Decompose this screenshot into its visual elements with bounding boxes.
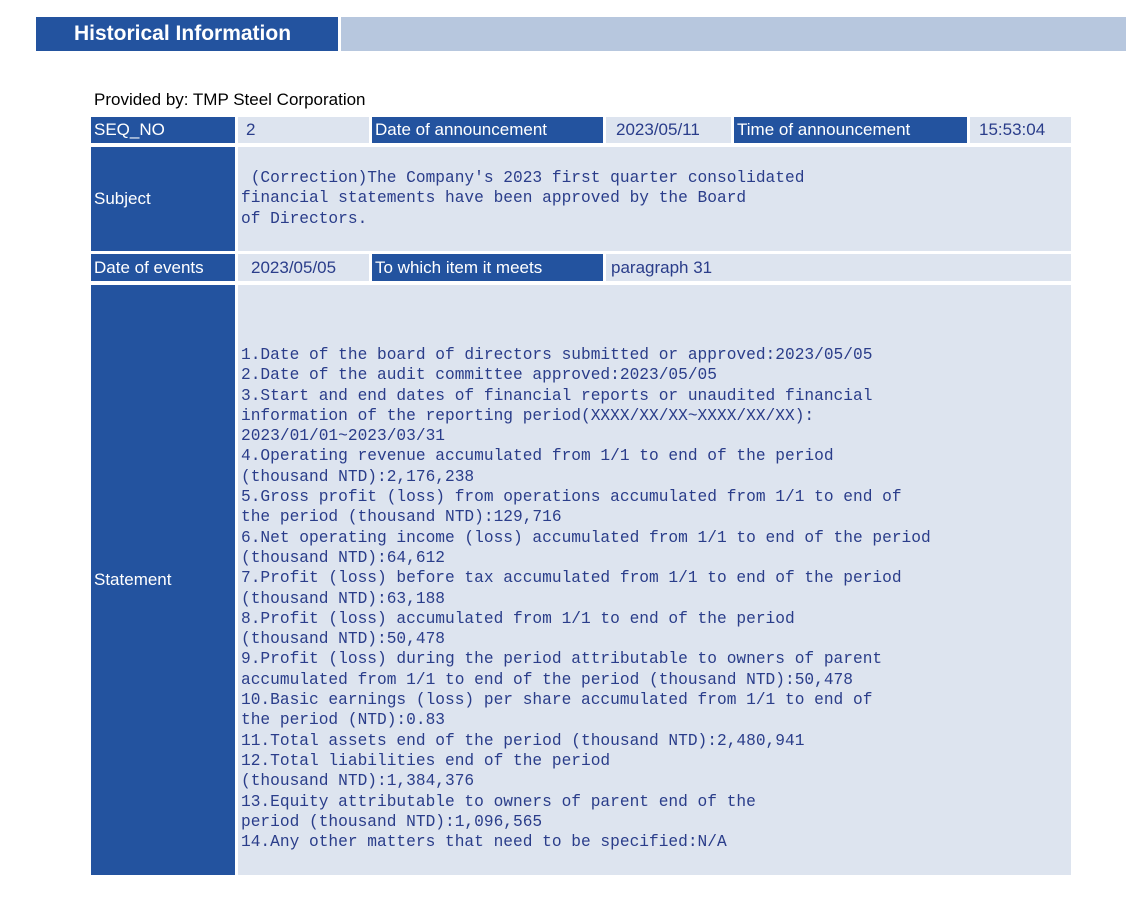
item-value: paragraph 31 <box>606 254 1071 281</box>
subject-label: Subject <box>91 147 235 251</box>
statement-label: Statement <box>91 285 235 875</box>
event-date-value: 2023/05/05 <box>238 254 369 281</box>
page-title: Historical Information <box>36 17 338 51</box>
announcement-time-label: Time of announcement <box>734 117 967 143</box>
announcement-time-value: 15:53:04 <box>970 117 1071 143</box>
seq-no-label: SEQ_NO <box>91 117 235 143</box>
announcement-date-value: 2023/05/11 <box>606 117 731 143</box>
statement-text: 1.Date of the board of directors submitted or approved:2023/05/05 2.Date of the audit committee approved:2023/05/05 3.Start and end dates of financial reports or unaudited financial information of the reporting period(XXXX/XX/XX~XXXX/XX/XX): 2023/01/01~2023/03/31 4.Operating revenue accumulated from 1/1 to end of the period (thousand NTD):2,176,238 5.Gross profit (loss) from operations accumulated from 1/1 to end of the period (thousand NTD):129,716 6.Net operating income (loss) accumulated from 1/1 to end of the period (thousand NTD):64,612 7.Profit (loss) before tax accumulated from 1/1 to end of the period (thousand NTD):63,188 8.Profit (loss) accumulated from 1/1 to end of the period (thousand NTD):50,478 9.Profit (loss) during the period attributable to owners of parent accumulated from 1/1 to end of the period (thousand NTD):50,478 10.Basic earnings (loss) per share accumulated from 1/1 to end of the period (NTD):0.83 11.Total assets end of the period (thousand NTD):2,480,941 12.Total liabilities end of the period (thousand NTD):1,384,376 13.Equity attributable to owners of parent end of the period (thousand NTD):1,096,565 14.Any other matters that need to be specified:N/A <box>241 346 931 852</box>
statement-cell <box>238 285 1071 875</box>
seq-no-value: 2 <box>238 117 369 143</box>
event-date-label: Date of events <box>91 254 235 281</box>
item-label: To which item it meets <box>372 254 603 281</box>
header-bar <box>36 17 1126 51</box>
header-fill <box>341 17 1126 51</box>
subject-cell <box>238 147 1071 251</box>
subject-text: (Correction)The Company's 2023 first quarter consolidated financial statements have been approved by the Board of Directors. <box>241 169 805 228</box>
announcement-date-label: Date of announcement <box>372 117 603 143</box>
provider-line: Provided by: TMP Steel Corporation <box>94 90 366 109</box>
